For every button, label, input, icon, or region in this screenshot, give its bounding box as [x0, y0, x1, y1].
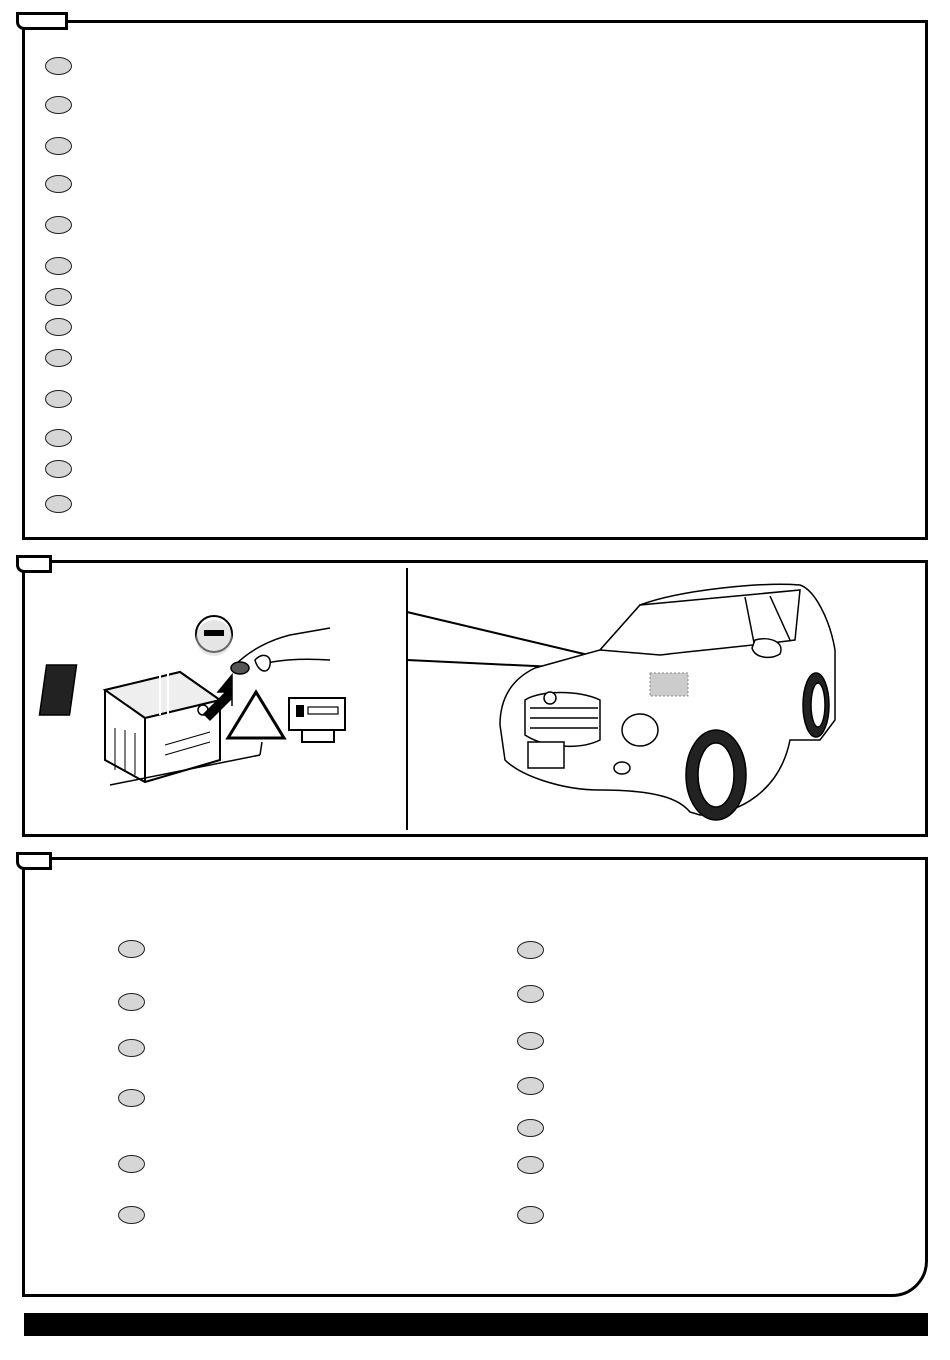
step-marker-right	[517, 985, 544, 1003]
step-marker-left	[118, 993, 145, 1011]
step-marker-right	[517, 1206, 544, 1224]
step-marker-right	[517, 1119, 544, 1137]
warning-triangle-icon	[228, 692, 284, 738]
step-marker-right	[517, 941, 544, 959]
footer-bar	[24, 1313, 928, 1336]
step-marker-right	[517, 1156, 544, 1174]
location-highlight	[650, 673, 688, 696]
hand-illustration	[231, 628, 330, 674]
step-marker-left	[118, 940, 145, 958]
step-marker-left	[118, 1206, 145, 1224]
panel-3-tab	[16, 852, 52, 870]
step-marker-right	[517, 1032, 544, 1050]
step-marker-left	[118, 1089, 145, 1107]
radio-unit-icon	[289, 698, 345, 742]
step-marker-left	[118, 1155, 145, 1173]
step-marker-left	[118, 1039, 145, 1057]
step-marker-right	[517, 1077, 544, 1095]
minus-terminal-icon	[196, 616, 232, 656]
footer-text	[24, 1318, 32, 1330]
instructions-panel-3	[22, 857, 928, 1297]
car-illustration	[500, 584, 835, 820]
